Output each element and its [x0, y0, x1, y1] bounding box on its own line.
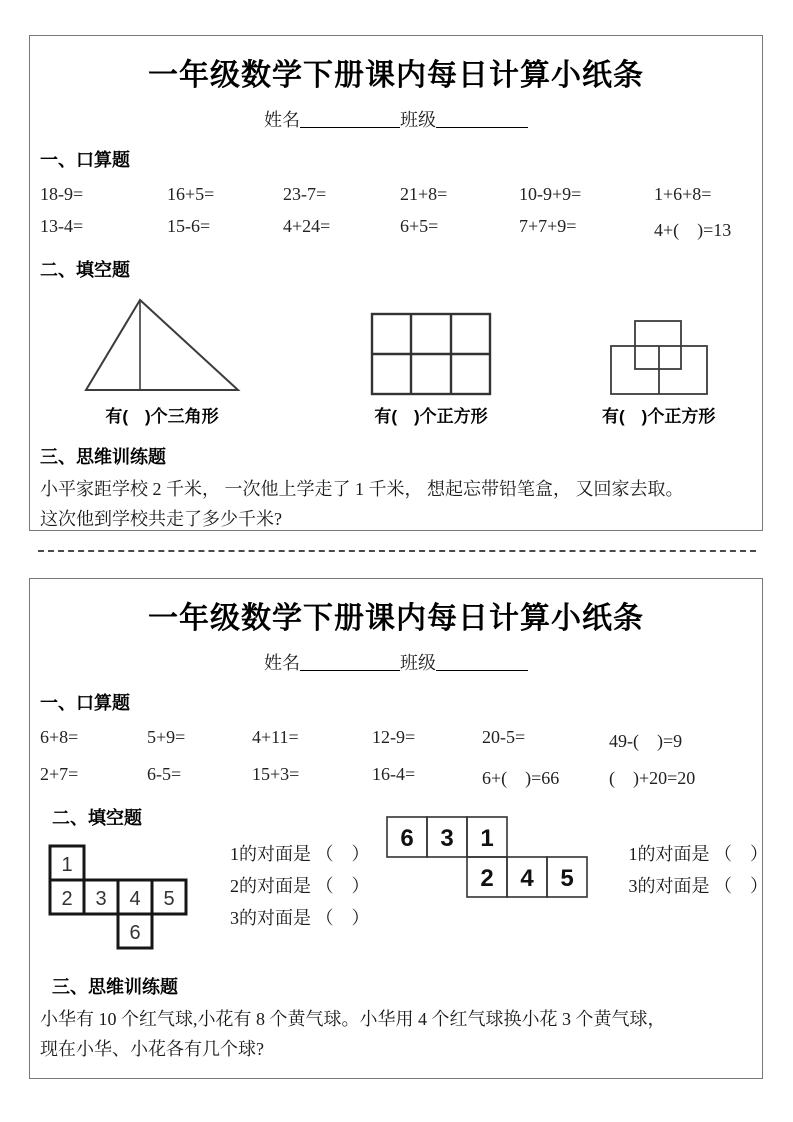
grid-figure-block — [370, 312, 492, 427]
oral-problem: 16-4= — [372, 764, 416, 784]
name-blank-line — [300, 108, 400, 128]
name-class-line — [40, 649, 752, 675]
oral-problem: 13-4= — [40, 216, 84, 236]
section-thinking-heading: 三、思维训练题 — [40, 447, 166, 467]
fill-figures-row — [40, 296, 752, 427]
name-label: 姓名 — [264, 653, 300, 673]
net-cell-number: 2 — [479, 865, 494, 892]
overlap-squares-figure — [605, 318, 713, 396]
thinking-line: 小平家距学校 2 千米， 一次他上学走了 1 千米， 想起忘带铅笔盒， 又回家去取。 — [40, 479, 684, 499]
net-cell-number: 4 — [129, 888, 141, 910]
net-cell-number: 6 — [399, 825, 414, 852]
thinking-problem-text — [40, 475, 752, 534]
oral-problem: 15-6= — [167, 216, 211, 236]
question-line: 1的对面是 （ ） — [628, 844, 768, 864]
question-line: 1的对面是 （ ） — [230, 844, 370, 864]
oral-problem: 4+( )=13 — [654, 220, 732, 240]
triangle-count-label: 有( )个三角形 — [105, 407, 219, 426]
cut-divider-line — [38, 550, 756, 552]
question-line: 2的对面是 （ ） — [230, 876, 370, 896]
worksheet-title: 一年级数学下册课内每日计算小纸条 — [148, 59, 644, 92]
net-cell-number: 4 — [519, 865, 534, 892]
class-blank-line — [436, 651, 528, 671]
section-oral-heading: 一、口算题 — [40, 150, 130, 170]
dice-net-block — [386, 816, 589, 905]
worksheet-1 — [29, 35, 763, 531]
overlap-squares-figure-block — [602, 318, 715, 427]
thinking-line: 小华有 10 个红气球,小花有 8 个黄气球。小华用 4 个红气球换小花 3 个黄气球， — [40, 1009, 666, 1029]
thinking-problem-text — [40, 1005, 752, 1064]
net-cell-number: 2 — [61, 888, 73, 910]
oral-problem: 4+11= — [252, 727, 299, 747]
oral-problem: 12-9= — [372, 727, 416, 747]
oral-problem: 6+8= — [40, 727, 79, 747]
cube-net-block — [46, 842, 188, 955]
oral-problem: 49-( )=9 — [609, 731, 683, 751]
section-fill-heading: 二、填空题 — [52, 808, 142, 828]
net-cell-number: 3 — [439, 825, 454, 852]
question-line: 3的对面是 （ ） — [628, 876, 768, 896]
section-thinking-heading: 三、思维训练题 — [52, 977, 178, 997]
overlap-count-label: 有( )个正方形 — [602, 407, 716, 426]
oral-problem: 4+24= — [283, 216, 331, 236]
oral-problem: 5+9= — [147, 727, 186, 747]
oral-problem: 20-5= — [482, 727, 526, 747]
cube-net-questions — [230, 838, 370, 934]
oral-problem: 6-5= — [147, 764, 182, 784]
section-oral-heading: 一、口算题 — [40, 693, 130, 713]
triangle-figure — [82, 296, 242, 396]
triangle-figure-block — [82, 296, 242, 427]
oral-problems-grid — [40, 184, 752, 242]
oral-problems-grid — [40, 727, 752, 790]
class-label: 班级 — [400, 653, 436, 673]
oral-problem: 21+8= — [400, 184, 448, 204]
dice-net-figure — [386, 816, 589, 900]
net-cell-number: 5 — [559, 865, 574, 892]
net-cell-number: 5 — [163, 888, 175, 910]
dice-net-questions — [629, 838, 769, 902]
net-cell-number: 1 — [61, 854, 73, 876]
thinking-line: 现在小华、小花各有几个球? — [40, 1038, 264, 1059]
oral-problem: 18-9= — [40, 184, 84, 204]
fill-area — [40, 825, 768, 955]
net-cell-number: 1 — [479, 825, 494, 852]
oral-problem: 23-7= — [283, 184, 327, 204]
class-blank-line — [436, 108, 528, 128]
section-fill-heading: 二、填空题 — [40, 260, 130, 280]
worksheet-2 — [29, 578, 768, 1079]
question-line: 3的对面是 （ ） — [230, 908, 370, 928]
cube-net-figure — [46, 842, 188, 950]
oral-problem: 6+5= — [400, 216, 439, 236]
net-cell-number: 3 — [95, 888, 107, 910]
thinking-line: 这次他到学校共走了多少千米? — [40, 508, 282, 529]
oral-problem: 7+7+9= — [519, 216, 577, 236]
rectangle-grid-figure — [370, 312, 492, 396]
oral-problem: 2+7= — [40, 764, 79, 784]
name-class-line — [40, 106, 752, 132]
grid-count-label: 有( )个正方形 — [374, 407, 488, 426]
worksheet-title: 一年级数学下册课内每日计算小纸条 — [148, 602, 644, 635]
oral-problem: 1+6+8= — [654, 184, 712, 204]
name-label: 姓名 — [264, 110, 300, 130]
oral-problem: 6+( )=66 — [482, 768, 560, 788]
oral-problem: ( )+20=20 — [609, 768, 696, 788]
oral-problem: 10-9+9= — [519, 184, 582, 204]
name-blank-line — [300, 651, 400, 671]
oral-problem: 16+5= — [167, 184, 215, 204]
oral-problem: 15+3= — [252, 764, 300, 784]
class-label: 班级 — [400, 110, 436, 130]
net-cell-number: 6 — [129, 922, 141, 944]
